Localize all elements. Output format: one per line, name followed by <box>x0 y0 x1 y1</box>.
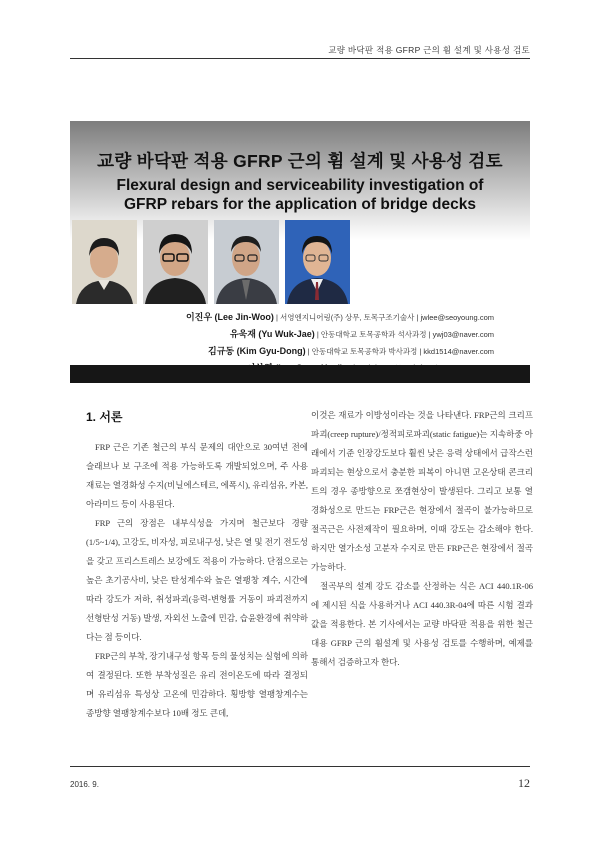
body-paragraph: 절곡부의 설계 강도 감소를 산정하는 식은 ACI 440.1R-06에 제시된 식을 사용하거나 ACI 440.3R-04에 따른 시험 결과 값을 적용한다. 본 기사에서는 교량 바닥판 적용을 위한 철근 대용 GFRP 근의 휨설계 및 사용성 검토를 수행하며, 예제를 통해서 검증하고자 한다. <box>311 581 533 667</box>
author-photo-1 <box>72 220 137 304</box>
title-english-line2: GFRP rebars for the application of bridge decks <box>124 196 476 213</box>
banner-footer-bar <box>70 365 530 383</box>
author-affiliation: | 안동대학교 토목공학과 박사과정 | kkd1514@naver.com <box>305 347 494 356</box>
author-line <box>186 326 494 343</box>
author-line <box>186 309 494 326</box>
body-column-right <box>311 406 533 672</box>
body-paragraph: FRP 근은 기존 철근의 부식 문제의 대안으로 30여년 전에 슬래브나 보 구조에 적용 가능하도록 개발되었으며, 주 사용재료는 열경화성 수지(비닐에스테르, 에폭시), 유리섬유, 카본, 아라미드 등이 사용된다. <box>86 442 308 509</box>
author-photo-3 <box>214 220 279 304</box>
author-name: 유욱재 (Yu Wuk-Jae) <box>229 329 315 339</box>
title-english-line1: Flexural design and serviceability investigation of <box>116 177 484 194</box>
issue-date: 2016. 9. <box>70 780 99 789</box>
footer-rule <box>70 766 530 767</box>
title-korean: 교량 바닥판 적용 GFRP 근의 휨 설계 및 사용성 검토 <box>97 151 503 171</box>
author-photo-2 <box>143 220 208 304</box>
header-rule <box>70 58 530 59</box>
author-affiliation: | 안동대학교 토목공학과 석사과정 | ywj03@naver.com <box>314 330 494 339</box>
title-english <box>70 176 530 214</box>
author-photo-4 <box>285 220 350 304</box>
running-head: 교량 바닥판 적용 GFRP 근의 휨 설계 및 사용성 검토 <box>328 45 530 55</box>
author-photos <box>70 220 530 304</box>
body-paragraph: 이것은 재료가 이방성이라는 것을 나타낸다. FRP근의 크리프 파괴(creep rupture)/정적피로파괴(static fatigue)는 지속하중 아래에서 기준 인장강도보다 훨씬 낮은 응력 상태에서 급작스런 파괴되는 현상으로서 충분한 피복이 아니면 고온상태 콘크리트의 경우 종방향으로 쪼갬현상이 발생된다. 그리고 보통 열경화성으로 만드는 FRP근은 현장에서 절곡이 불가능하므로 절곡근은 사전제작이 필요하며, 이때 강도는 감소해야 한다. 하지만 열가소성 고분자 수지로 만든 FRP근은 현장에서 절곡 가능하다. <box>311 410 533 572</box>
author-name: 김규동 (Kim Gyu-Dong) <box>208 346 306 356</box>
page-number: 12 <box>518 776 530 790</box>
body-column-left <box>86 438 308 723</box>
body-paragraph: FRP근의 부착, 장기내구성 항목 등의 물성치는 실험에 의하여 결정된다. 또한 부착성질은 유리 전이온도에 따라 결정되며 유리섬유 특성상 고온에 민감하다. 횡방향 열팽창계수는 종방향 열팽창계수보다 10배 정도 큰데, <box>86 651 308 718</box>
body-paragraph: FRP 근의 장점은 내부식성을 가지며 철근보다 경량(1/5~1/4), 고강도, 비자성, 피로내구성, 낮은 열 및 전기 전도성을 갖고 프리스트레스 보강에도 적용이 가능하다. 단점으로는 높은 초기공사비, 낮은 탄성계수와 높은 열팽창 계수, 시간에 따라 강도가 저하, 취성파괴(응력-변형률 거동이 파괴전까지 선형탄성 거동) 발생, 자외선 노출에 민감, 습윤환경에 취약하다는 점 등이다. <box>86 518 308 642</box>
section-title: 1. 서론 <box>86 410 123 424</box>
author-line <box>186 343 494 360</box>
author-name: 이진우 (Lee Jin-Woo) <box>185 312 274 322</box>
title-banner <box>70 121 530 383</box>
author-affiliation: | 서영엔지니어링(주) 상무, 토목구조기술사 | jwlee@seoyoung.com <box>273 313 494 322</box>
